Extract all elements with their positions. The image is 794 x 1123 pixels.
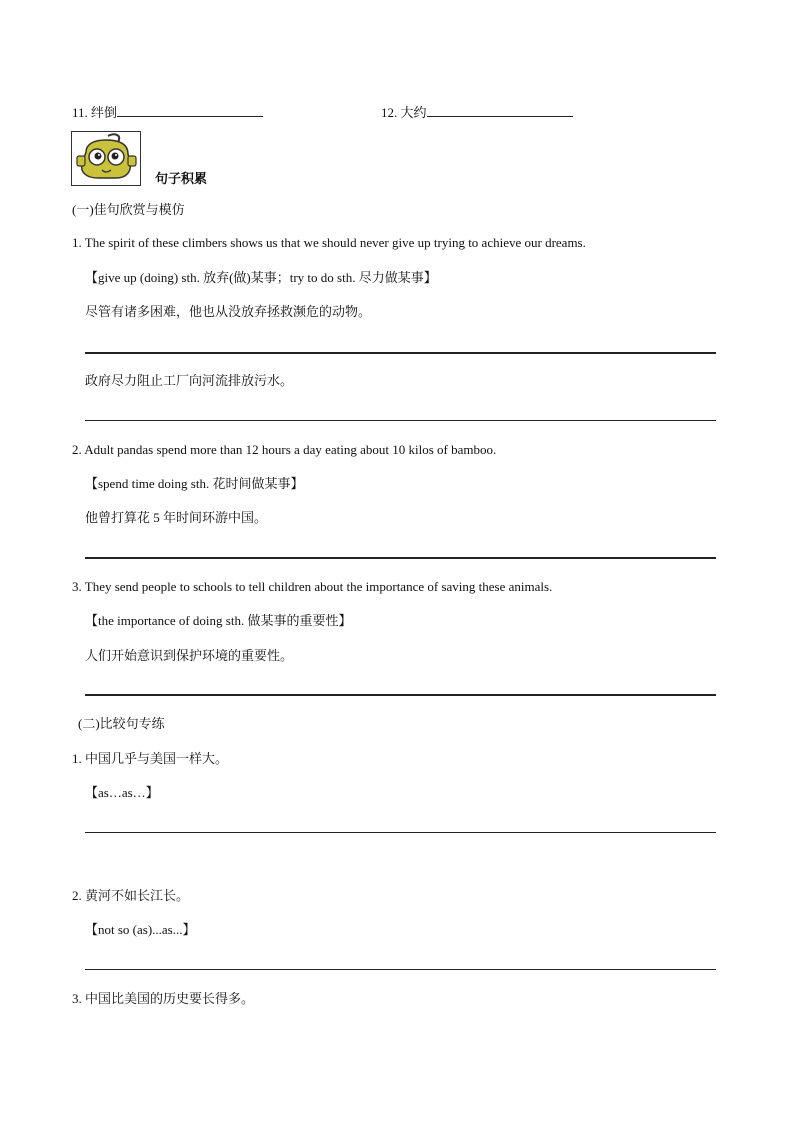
- answer-line-q3[interactable]: [85, 694, 716, 696]
- p2-q1-prompt: 1. 中国几乎与美国一样大。: [72, 751, 229, 766]
- cartoon-face-icon: [72, 132, 140, 185]
- answer-line-q2[interactable]: [85, 557, 716, 559]
- part2-heading: (二)比较句专练: [78, 716, 165, 731]
- vocab-item-12: [381, 104, 573, 121]
- q1-prompt-b: 政府尽力阻止工厂向河流排放污水。: [85, 373, 294, 388]
- p2-q2-hint: 【not so (as)...as...】: [85, 922, 196, 937]
- answer-blank[interactable]: [117, 104, 263, 117]
- section-logo: [71, 131, 141, 186]
- q3-sentence: 3. They send people to schools to tell children about the importance of saving these animals.: [72, 579, 553, 594]
- vocab-label: 11. 绊倒: [72, 105, 118, 120]
- q3-prompt: 人们开始意识到保护环境的重要性。: [85, 648, 294, 663]
- vocab-label: 12. 大约: [381, 105, 427, 120]
- q2-prompt: 他曾打算花 5 年时间环游中国。: [85, 510, 268, 525]
- answer-line-q1b[interactable]: [85, 420, 716, 421]
- q3-hint: 【the importance of doing sth. 做某事的重要性】: [85, 613, 352, 628]
- answer-line-p2q2[interactable]: [85, 969, 716, 970]
- q2-sentence: 2. Adult pandas spend more than 12 hours a day eating about 10 kilos of bamboo.: [72, 442, 497, 457]
- part1-heading: (一)佳句欣赏与模仿: [72, 202, 185, 217]
- p2-q3-prompt: 3. 中国比美国的历史要长得多。: [72, 991, 255, 1006]
- p2-q1-hint: 【as…as…】: [85, 785, 159, 800]
- answer-line-p2q1[interactable]: [85, 832, 716, 833]
- answer-line-q1a[interactable]: [85, 352, 716, 354]
- answer-blank[interactable]: [427, 104, 573, 117]
- q1-sentence: 1. The spirit of these climbers shows us that we should never give up trying to achieve our dreams.: [72, 235, 586, 250]
- q2-hint: 【spend time doing sth. 花时间做某事】: [85, 476, 304, 491]
- vocab-item-11: [72, 104, 263, 121]
- q1-prompt-a: 尽管有诸多困难，他也从没放弃拯救濒危的动物。: [85, 304, 372, 319]
- q1-hint: 【give up (doing) sth. 放弃(做)某事；try to do sth. 尽力做某事】: [85, 270, 437, 285]
- p2-q2-prompt: 2. 黄河不如长江长。: [72, 888, 190, 903]
- section-title: 句子积累: [155, 172, 208, 187]
